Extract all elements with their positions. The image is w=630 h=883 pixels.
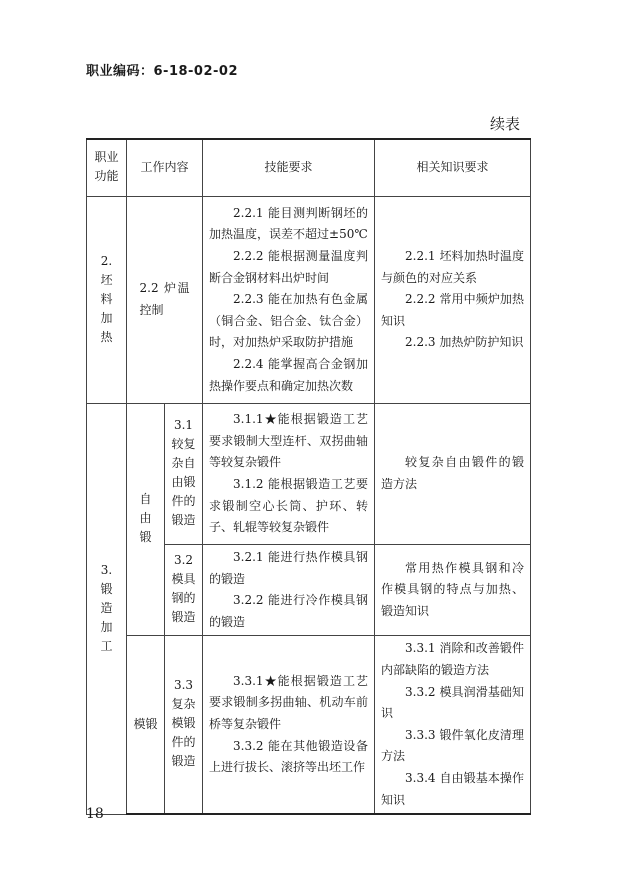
header-skills: 技能要求 — [203, 139, 375, 197]
knowledge-3-2 — [375, 545, 531, 636]
function-forging: 3. 锻造加工 — [87, 404, 127, 815]
table-header-row — [87, 139, 531, 197]
content-3-1: 3.1 较复杂自由锻件的锻造 — [165, 404, 203, 545]
function-heating: 2. 坯料加热 — [87, 197, 127, 404]
free-forging-label: 自由锻 — [127, 404, 165, 636]
knowledge-item: 较复杂自由锻件的锻造方法 — [381, 455, 525, 491]
skill-item: 3.1.2 能根据锻造工艺要求锻制空心长筒、护环、转子、轧辊等较复杂锻件 — [209, 477, 369, 535]
skill-item: 3.3.2 能在其他锻造设备上进行拔长、滚挤等出坯工作 — [209, 738, 369, 775]
content-3-3: 3.3 复杂模锻件的锻造 — [165, 636, 203, 814]
occupation-code: 职业编码：6-18-02-02 — [86, 64, 239, 79]
knowledge-item: 3.3.3 锻件氧化皮清理方法 — [381, 727, 525, 764]
skill-item: 2.2.3 能在加热有色金属（铜合金、铝合金、钛合金）时，对加热炉采取防护措施 — [209, 292, 369, 350]
page-number: 18 — [86, 806, 104, 822]
knowledge-3-3 — [375, 636, 531, 814]
table-row — [87, 197, 531, 404]
die-forging-label: 模锻 — [127, 636, 165, 814]
knowledge-heating — [375, 197, 531, 404]
knowledge-3-1 — [375, 404, 531, 545]
skill-item: 2.2.1 能目测判断钢坯的加热温度，误差不超过±50℃ — [209, 205, 369, 242]
skills-table — [86, 138, 531, 815]
content-furnace-temp: 2.2 炉温控制 — [127, 197, 203, 404]
continued-label: 续表 — [490, 115, 521, 133]
table-row — [87, 636, 531, 814]
skills-3-3 — [203, 636, 375, 814]
knowledge-item: 常用热作模具钢和冷作模具钢的特点与加热、锻造知识 — [381, 560, 525, 618]
skill-item: 3.3.1★能根据锻造工艺要求锻制多拐曲轴、机动车前桥等复杂锻件 — [209, 673, 369, 731]
header-content: 工作内容 — [127, 139, 203, 197]
skill-item: 3.2.1 能进行热作模具钢的锻造 — [209, 550, 369, 586]
knowledge-item: 2.2.2 常用中频炉加热知识 — [381, 292, 525, 328]
knowledge-item: 3.3.4 自由锻基本操作知识 — [381, 770, 525, 807]
skill-item: 2.2.4 能掌握高合金钢加热操作要点和确定加热次数 — [209, 356, 369, 393]
skill-item: 2.2.2 能根据测量温度判断合金钢材料出炉时间 — [209, 249, 369, 285]
table-row — [87, 404, 531, 545]
header-knowledge: 相关知识要求 — [375, 139, 531, 197]
knowledge-item: 3.3.1 消除和改善锻件内部缺陷的锻造方法 — [381, 641, 525, 677]
knowledge-item: 2.2.3 加热炉防护知识 — [405, 335, 524, 350]
skill-item: 3.2.2 能进行冷作模具钢的锻造 — [209, 593, 369, 629]
knowledge-item: 3.3.2 模具润滑基础知识 — [381, 684, 525, 721]
skill-item: 3.1.1★能根据锻造工艺要求锻制大型连杆、双拐曲轴等较复杂锻件 — [209, 412, 369, 470]
content-3-2: 3.2 模具钢的锻造 — [165, 545, 203, 636]
header-function: 职业功能 — [87, 139, 127, 197]
skills-3-2 — [203, 545, 375, 636]
skills-3-1 — [203, 404, 375, 545]
knowledge-item: 2.2.1 坯料加热时温度与颜色的对应关系 — [381, 249, 525, 285]
skills-heating — [203, 197, 375, 404]
